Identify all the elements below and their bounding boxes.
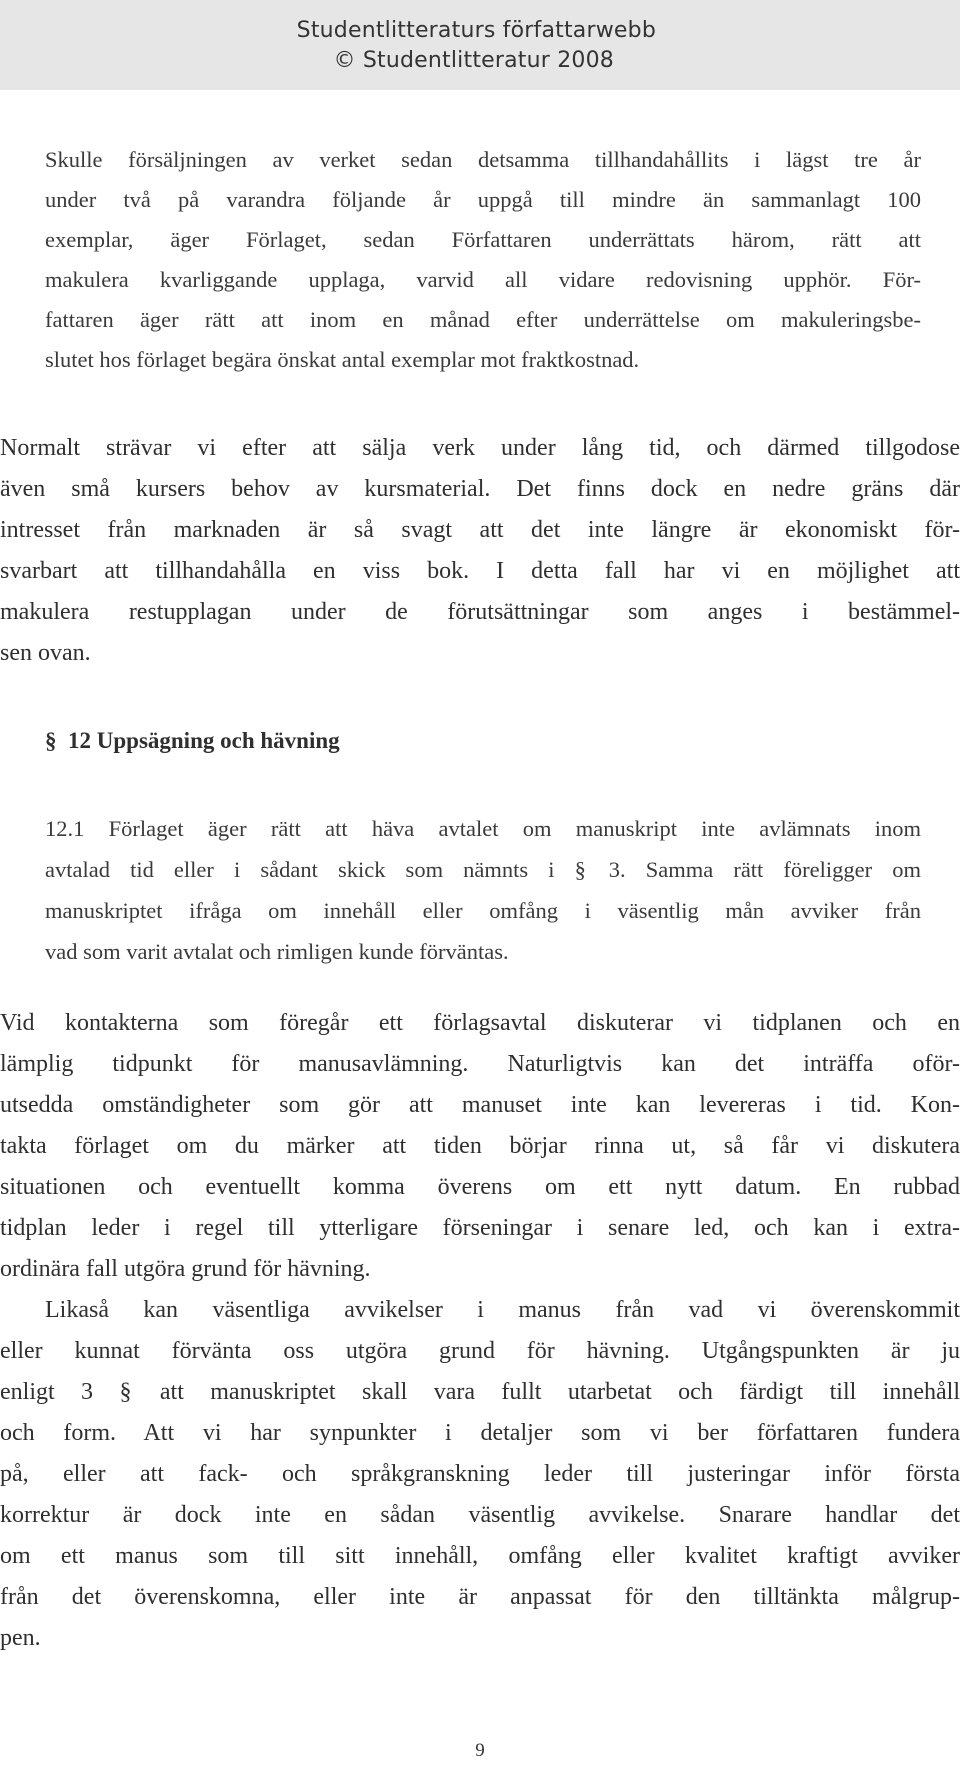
- commentary-line: pen.: [0, 1625, 41, 1651]
- commentary-line: från det överenskomna, eller inte är anpassat för den tilltänkta målgrup-: [0, 1584, 960, 1610]
- commentary-line: [0, 1372, 960, 1413]
- commentary-line: situationen och eventuellt komma överens om ett nytt datum. En rubbad: [0, 1174, 960, 1200]
- page-number: 9: [475, 1740, 485, 1761]
- commentary-line: utsedda omständigheter som gör att manuset inte kan levereras i tid. Kon-: [0, 1092, 960, 1118]
- commentary-line: på, eller att fack- och språkgranskning leder till justeringar inför första: [0, 1461, 960, 1487]
- clause-line: under två på varandra följande år uppgå till mindre än sammanlagt 100: [45, 187, 921, 212]
- commentary-line: eller kunnat förvänta oss utgöra grund för hävning. Utgångspunkten är ju: [0, 1338, 960, 1364]
- clause-line: manuskriptet ifråga om innehåll eller omfång i väsentlig mån avviker från: [45, 898, 921, 923]
- clause-line: slutet hos förlaget begära önskat antal exemplar mot fraktkostnad.: [45, 347, 640, 372]
- page-header: [0, 0, 960, 90]
- commentary-line: Normalt strävar vi efter att sälja verk under lång tid, och därmed tillgodose: [0, 435, 960, 461]
- section-sign-icon: §: [574, 857, 586, 882]
- commentary-line: intresset från marknaden är så svagt att det inte längre är ekonomiskt för-: [0, 517, 960, 543]
- commentary-line: takta förlaget om du märker att tiden börjar rinna ut, så får vi diskutera: [0, 1133, 960, 1159]
- clause-line: exemplar, äger Förlaget, sedan Författaren underrättats härom, rätt att: [45, 227, 921, 252]
- clause-line: vad som varit avtalat och rimligen kunde förväntas.: [45, 939, 509, 964]
- commentary-line: korrektur är dock inte en sådan väsentlig avvikelse. Snarare handlar det: [0, 1502, 960, 1528]
- commentary-line: Likaså kan väsentliga avvikelser i manus från vad vi överenskommit: [45, 1297, 960, 1323]
- commentary-line: ordinära fall utgöra grund för hävning.: [0, 1256, 371, 1282]
- commentary-line: makulera restupplagan under de förutsättningar som anges i bestämmel-: [0, 599, 960, 625]
- commentary-line: och form. Att vi har synpunkter i detaljer som vi ber författaren fundera: [0, 1420, 960, 1446]
- commentary-line: svarbart att tillhandahålla en viss bok. I detta fall har vi en möjlighet att: [0, 558, 960, 584]
- clause-line: makulera kvarliggande upplaga, varvid all vidare redovisning upphör. För-: [45, 267, 921, 292]
- clause-line: [45, 849, 921, 890]
- commentary-text: att manuskriptet skall vara fullt utarbetat och färdigt till innehåll: [133, 1379, 960, 1405]
- commentary-line: även små kursers behov av kursmaterial. Det finns dock en nedre gräns där: [0, 476, 960, 502]
- commentary-line: sen ovan.: [0, 640, 91, 666]
- commentary-line: Vid kontakterna som föregår ett förlagsavtal diskuterar vi tidplanen och en: [0, 1010, 960, 1036]
- header-copyright: © Studentlitteratur 2008: [333, 48, 614, 73]
- clause-line: 12.1 Förlaget äger rätt att häva avtalet om manuskript inte avlämnats inom: [45, 816, 921, 841]
- clause-text: avtalad tid eller i sådant skick som nämnts i: [45, 857, 575, 882]
- clause-text: 3. Samma rätt föreligger om: [588, 857, 921, 882]
- commentary-line: tidplan leder i regel till ytterligare förseningar i senare led, och kan i extra-: [0, 1215, 960, 1241]
- clause-line: fattaren äger rätt att inom en månad efter underrättelse om makuleringsbe-: [45, 307, 921, 332]
- clause-line: Skulle försäljningen av verket sedan detsamma tillhandahållits i lägst tre år: [45, 147, 921, 172]
- section-sign-icon: §: [45, 728, 57, 753]
- section-heading: [45, 728, 340, 754]
- section-sign-icon: §: [119, 1379, 132, 1405]
- commentary-line: lämplig tidpunkt för manusavlämning. Naturligtvis kan det inträffa oför-: [0, 1051, 960, 1077]
- commentary-text: enligt 3: [0, 1379, 120, 1405]
- header-site-title: Studentlitteraturs författarwebb: [296, 18, 656, 43]
- commentary-line: om ett manus som till sitt innehåll, omfång eller kvalitet kraftigt avviker: [0, 1543, 960, 1569]
- section-title: 12 Uppsägning och hävning: [68, 728, 340, 753]
